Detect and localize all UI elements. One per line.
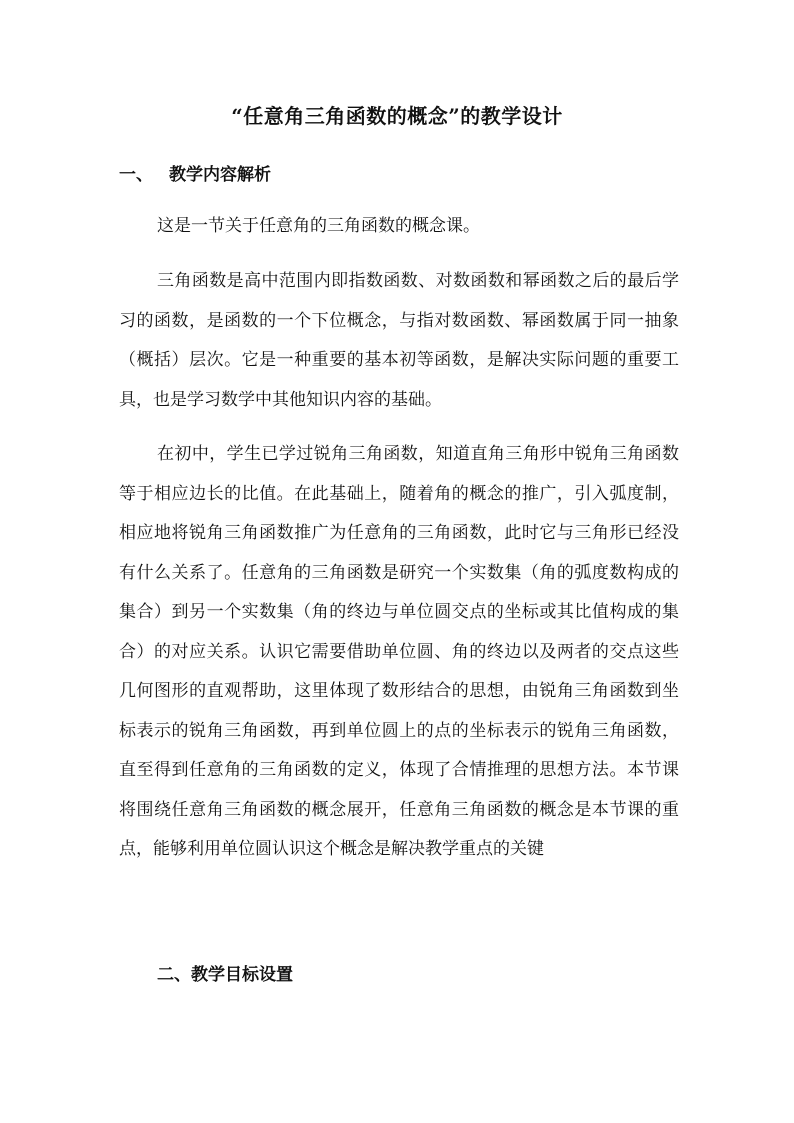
paragraph-3: 在初中，学生已学过锐角三角函数，知道直角三角形中锐角三角函数等于相应边长的比值。在此基础上，随着角的概念的推广，引入弧度制，相应地将锐角三角函数推广为任意角的三角函数，此时它与三角形已经没有什么关系了。任意角的三角函数是研究一个实数集（角的弧度数构成的集合）到另一个实数集（角的终边与单位圆交点的坐标或其比值构成的集合）的对应关系。认识它需要借助单位圆、角的终边以及两者的交点这些几何图形的直观帮助，这里体现了数形结合的思想，由锐角三角函数到坐标表示的锐角三角函数，再到单位圆上的点的坐标表示的锐角三角函数，直至得到任意角的三角函数的定义，体现了合情推理的思想方法。本节课将围绕任意角三角函数的概念展开，任意角三角函数的概念是本节课的重点，能够利用单位圆认识这个概念是解决教学重点的关键 xyxy=(119,444,679,859)
section-title-2: 教学目标设置 xyxy=(191,965,293,985)
document-title: “任意角三角函数的概念”的教学设计 xyxy=(231,104,563,128)
section-heading-2 xyxy=(157,960,293,985)
section-number-2: 二、 xyxy=(157,965,191,985)
section-heading-1 xyxy=(119,160,271,185)
section-number-1: 一、 xyxy=(119,165,153,185)
paragraph-2: 三角函数是高中范围内即指数函数、对数函数和幂函数之后的最后学习的函数，是函数的一个下位概念，与指对数函数、幂函数属于同一抽象（概括）层次。它是一种重要的基本初等函数，是解决实际问题的重要工具，也是学习数学中其他知识内容的基础。 xyxy=(119,271,679,410)
section-title-1: 教学内容解析 xyxy=(169,165,271,185)
paragraph-1: 这是一节关于任意角的三角函数的概念课。 xyxy=(157,216,480,236)
